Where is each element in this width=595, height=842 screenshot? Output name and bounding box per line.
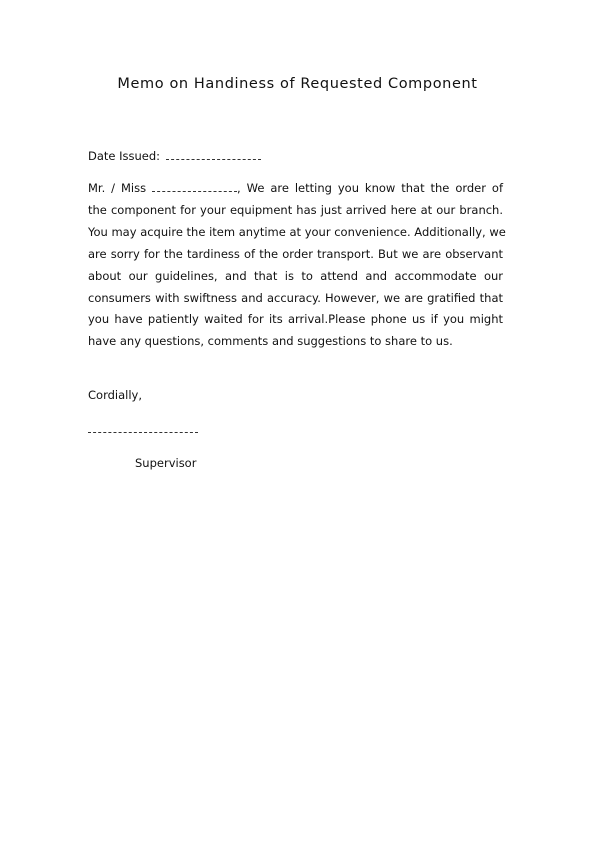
salutation: Mr. / Miss: [88, 181, 147, 195]
date-issued-label: Date Issued:: [88, 149, 161, 163]
body-line: [88, 178, 503, 200]
body-line: consumers with swiftness and accuracy. However, we are gratified that: [88, 290, 503, 305]
body-line: You may acquire the item anytime at your convenience. Additionally, we: [88, 224, 506, 239]
body-line-text: , We are letting you know that the order of: [237, 181, 503, 195]
memo-body: [88, 178, 506, 353]
signature-line: [88, 432, 198, 433]
body-line: about our guidelines, and that is to attend and accommodate our: [88, 268, 503, 283]
body-line: are sorry for the tardiness of the order transport. But we are observant: [88, 246, 503, 261]
date-blank-field: [166, 149, 261, 160]
body-line: have any questions, comments and suggestions to share to us.: [88, 334, 453, 349]
signer-role: Supervisor: [135, 456, 197, 470]
closing-text: Cordially,: [88, 388, 142, 402]
memo-title: Memo on Handiness of Requested Component: [117, 76, 478, 92]
recipient-blank-field: [152, 181, 237, 192]
body-line: you have patiently waited for its arrival.Please phone us if you might: [88, 312, 503, 327]
body-line: the component for your equipment has just arrived here at our branch.: [88, 202, 503, 217]
date-issued-line: [88, 149, 261, 163]
